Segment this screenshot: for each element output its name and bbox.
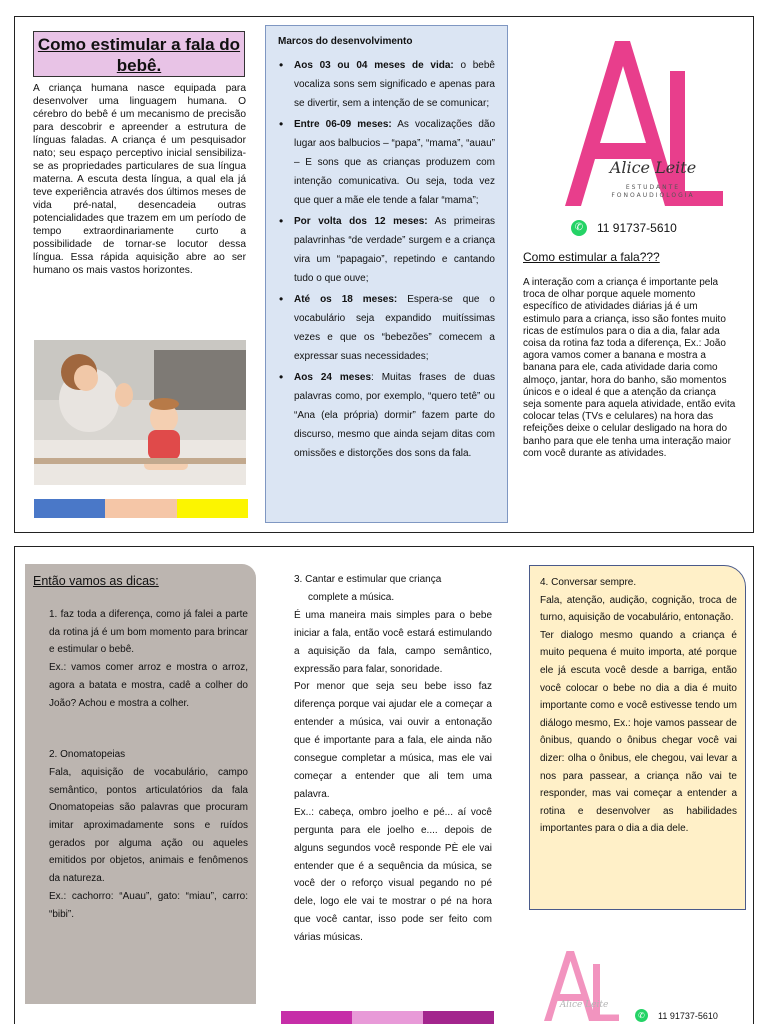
phone-contact <box>635 1009 718 1022</box>
milestone-item: • Por volta dos 12 meses: As primeiras palavrinhas “de verdade” surgem e a criança vira um “papagaio”, repetindo e cantando tudo o que ouve; <box>279 214 496 284</box>
tip-3 <box>294 571 492 947</box>
tip-example: Ex.: cachorro: “Auau”, gato: “miau”, carro: “bibi”. <box>49 890 248 920</box>
whatsapp-icon: ✆ <box>571 220 587 236</box>
tip-2 <box>33 746 248 923</box>
color-bar-magenta <box>281 1011 352 1024</box>
brand-logo <box>555 31 725 211</box>
tip-heading: 4. Conversar sempre. <box>540 577 637 588</box>
milestone-item: • Aos 24 meses: Muitas frases de duas palavras como, por exemplo, “quero tetê” ou “Ana (ela própria) dormir” fazem parte do discurso, mesmo que ainda sejam ditas com omissões e distorções dos sons da fala. <box>279 370 495 459</box>
decorative-color-bar <box>281 1011 494 1024</box>
tips-box <box>25 564 256 1004</box>
tip-text: Por menor que seja seu bebe isso faz diferença porque vai ajudar ele a começar a entender a música, vai ouvir a entonação que é importante para a fala, ele ainda não consegue completar a música, mas ele vai começar a entender que ali tem uma palavra. <box>294 681 492 800</box>
color-bar-peach <box>105 499 176 518</box>
svg-text:FONOAUDIOLOGIA: FONOAUDIOLOGIA <box>611 192 695 199</box>
svg-text:Alice Leite: Alice Leite <box>609 158 697 177</box>
intro-paragraph: A criança humana nasce equipada para desenvolver uma linguagem humana. O cérebro do bebê é um mecanismo de precisão para descobrir e apreender a estrutura de línguas faladas. A criança é um pesquisador nato; seu espaço perceptivo inicial sensibiliza-se as propriedades particulares de sua língua materna. A escuta desta língua, a qual ela já teve experiência através dos últimos meses de vida pré-natal, desencadeia outras potencialidades que trazem em um período de tempo extraordinariamente curto a possibilidade de tornar-se locutor dessa língua. Essa rápida aquisição abre ao ser humano os mais vastos horizontes. <box>33 83 246 276</box>
brochure-page-back <box>14 546 754 1024</box>
brochure-page-front <box>14 16 754 533</box>
color-bar-blue <box>34 499 105 518</box>
milestones-list <box>278 56 495 463</box>
section-heading: Como estimular a fala??? <box>523 250 660 264</box>
phone-number: 11 91737-5610 <box>658 1010 718 1021</box>
tip-text: 1. faz toda a diferença, como já falei a parte da rotina já é um bom momento para brincar e estimular o bebê. <box>49 609 248 656</box>
brand-logo-small <box>539 947 624 1022</box>
color-bar-pink <box>352 1011 423 1024</box>
tip-text: Fala, aquisição de vocabulário, campo semântico, pontos articulatórios da fala Onomatopeias são palavras que procuram imitar aproximadamente sons e ruídos gerados por alguma ação ou aqueles emitidos por objetos, animais e fenômenos da natureza. <box>49 766 248 885</box>
tip-text: Fala, atenção, audição, cognição, troca de turno, aquisição de vocabulário, entonação. <box>540 594 737 624</box>
tip-heading: 3. Cantar e estimular que criança <box>294 574 442 585</box>
milestone-item: • Entre 06-09 meses: As vocalizações dão lugar aos balbucios – “papa”, “mama”, “auau” – E sons que as crianças produzem com intenção comunicativa. Ou seja, toda vez que quer a mãe ele tende a falar “mama”; <box>279 117 496 206</box>
milestones-title: Marcos do desenvolvimento <box>278 36 413 47</box>
milestone-item: • Até os 18 meses: Espera-se que o vocabulário seja expandido muitíssimas vezes e que os “bebezões” comecem a expressar suas necessidades; <box>279 292 495 362</box>
tip-example: Ex.: vamos comer arroz e mostra o arroz, agora a batata e mostra, cadê a colher do João? Achou e mostra a colher. <box>49 662 248 709</box>
section-paragraph: A interação com a criança é importante pela troca de olhar porque aquele momento específico de atividades diárias já é um estimulo para a criança, isso são fontes muito ricas de estímulos para o dia a dia, falar ada coisa da rotina faz toda a diferença, Ex.: João agora vamos comer a banana e mostra a banana para ele, cada atividade daria como almoço, jantar, hora do banho, são momentos únicos e o ideal é que a atenção da criança seja somente para aquela atividade, então evita colocar telas (TVs e celulares) na hora das refeições deixe o celular desligado na hora do banho para que ele tenha uma interação maior com você durante as atividades. <box>523 277 736 459</box>
svg-text:ESTUDANTE: ESTUDANTE <box>625 184 681 191</box>
page-title: Como estimular a fala do bebê. <box>33 31 245 77</box>
color-bar-purple <box>423 1011 494 1024</box>
phone-number: 11 91737-5610 <box>597 221 677 235</box>
tip-4 <box>529 565 746 910</box>
tip-text: Ter dialogo mesmo quando a criança é muito pequena é muito importa, até porque ele já escuta você desde a barriga, então você colocar o bebe no dia a dia é muito importante como e você estivesse tendo um diálogo mesmo, Ex.: hoje vamos passear de ônibus, quando o ônibus chegar você vai dizer: olha o ônibus, ele chegou, vai levar a nos para passear, a criança não vai te responder, mas vai começar a entender a rotina e desenvolver as habilidades importantes para o dia a dia dele. <box>540 629 737 835</box>
tip-example: Ex..: cabeça, ombro joelho e pé... aí você pergunta para ele joelho e.... depois de alguns segundos você responde PÈ ele vai entender que é a sequência da música, se você der o reforço visual pegando no pé dele, logo ele vai te mostrar o pé na hora que você cantar, isso pode ser feito com várias músicas. <box>294 806 492 944</box>
tip-heading-cont: complete a música. <box>308 591 395 603</box>
tip-1 <box>33 606 248 712</box>
mother-baby-photo <box>34 340 246 485</box>
tip-heading: 2. Onomatopeias <box>49 749 126 761</box>
milestones-box <box>265 25 508 523</box>
tips-title: Então vamos as dicas: <box>33 574 159 588</box>
svg-text:Alice Leite: Alice Leite <box>559 1000 609 1010</box>
whatsapp-icon: ✆ <box>635 1009 648 1022</box>
decorative-color-bar <box>34 499 248 518</box>
milestone-item: • Aos 03 ou 04 meses de vida: o bebê vocaliza sons sem significado e apenas para se divertir, sem a intenção de se comunicar; <box>279 58 495 109</box>
phone-contact <box>571 220 677 236</box>
color-bar-yellow <box>177 499 248 518</box>
tip-text: É uma maneira mais simples para o bebe iniciar a fala, então você estará estimulando a aquisição da fala, campo semântico, expressão para falar, sonoridade. <box>294 609 492 675</box>
